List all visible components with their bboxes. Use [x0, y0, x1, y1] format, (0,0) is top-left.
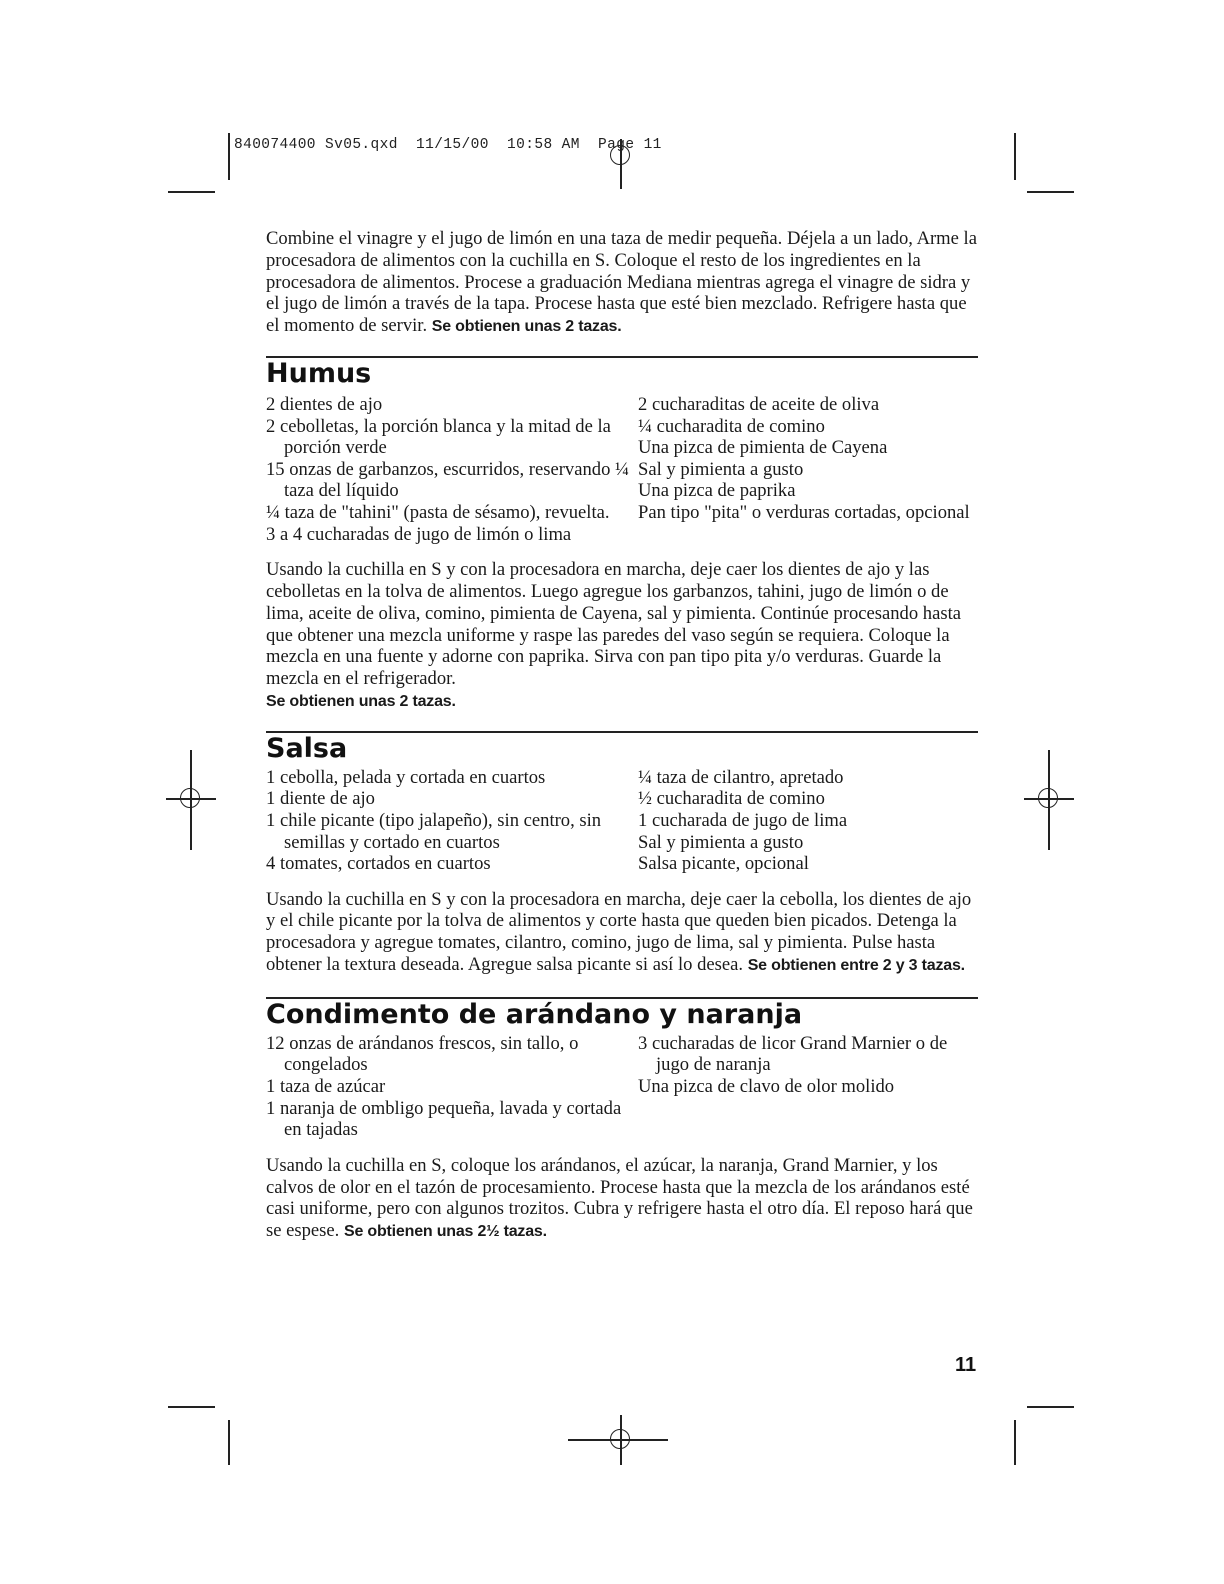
- yield-text: Se obtienen unas 2 tazas.: [431, 318, 622, 336]
- ingredients-list: [266, 767, 978, 875]
- ingredient: 1 cebolla, pelada y cortada en cuartos: [266, 766, 546, 788]
- ingredient: Una pizca de pimienta de Cayena: [638, 437, 888, 459]
- ingredient: Sal y pimienta a gusto: [638, 831, 804, 853]
- recipe-title: Condimento de arándano y naranja: [266, 998, 803, 1030]
- ingredient: ¼ cucharadita de comino: [638, 415, 825, 437]
- ingredient: ¼ taza de "tahini" (pasta de sésamo), revuelta.: [266, 501, 610, 523]
- crop-mark: [1027, 191, 1074, 193]
- ingredient: 2 cucharaditas de aceite de oliva: [638, 393, 880, 415]
- recipe-title: Humus: [266, 357, 372, 389]
- ingredient: Una pizca de clavo de olor molido: [638, 1076, 895, 1098]
- ingredient: 1 chile picante (tipo jalapeño), sin centro, sin semillas y cortado en cuartos: [266, 809, 602, 853]
- ingredient: Pan tipo "pita" o verduras cortadas, opcional: [638, 501, 970, 523]
- ingredient: Salsa picante, opcional: [638, 853, 809, 875]
- crop-mark: [228, 1420, 230, 1465]
- intro-paragraph: Combine el vinagre y el jugo de limón en una taza de medir pequeña. Déjela a un lado, Arme la procesadora de alimentos con la cuchilla en S. Coloque el resto de los ingredientes en la procesadora de alimentos. Procese a graduación Mediana mientras agrega el vinagre de sidra y el jugo de limón a través de la tapa. Procese hasta que esté bien mezclado. Refrigere hasta que el momento de servir. Se obtienen unas 2 tazas.: [266, 228, 977, 337]
- crop-mark: [1027, 1406, 1074, 1408]
- ingredients-list: [266, 394, 978, 545]
- recipe-title: Salsa: [266, 732, 348, 764]
- crop-mark: [168, 1406, 215, 1408]
- ingredients-list: [266, 1033, 978, 1141]
- recipe-method: Usando la cuchilla en S y con la procesadora en marcha, deje caer la cebolla, los dientes de ajo y el chile picante por la tolva de alimentos y corte hasta que queden bien picados. Detenga la procesadora y agregue tomates, cilantro, comino, jugo de lima, sal y pimienta. Pulse hasta obtener la textura deseada. Agregue salsa picante si así lo desea. Se obtienen entre 2 y 3 tazas.: [266, 888, 972, 976]
- recipe-method: Usando la cuchilla en S y con la procesadora en marcha, deje caer los dientes de ajo y las cebolletas en la tolva de alimentos. Luego agregue los garbanzos, tahini, jugo de limón o de lima, aceite de oliva, comino, pimienta de Cayena, sal y pimienta. Continúe procesando hasta que obtener una mezcla uniforme y raspe las paredes del vaso según se requiera. Coloque la mezcla en una fuente y adorne con paprika. Sirva con pan tipo pita y/o verduras. Guarde la mezcla en el refrigerador. Se obtienen unas 2 tazas.: [266, 559, 961, 710]
- ingredient: 12 onzas de arándanos frescos, sin tallo, o congelados: [266, 1032, 579, 1076]
- ingredient: Sal y pimienta a gusto: [638, 458, 804, 480]
- ingredient: 1 diente de ajo: [266, 788, 375, 810]
- yield-text: Se obtienen unas 2 tazas.: [266, 692, 456, 710]
- recipe-page: [266, 228, 978, 1243]
- ingredient: ¼ taza de cilantro, apretado: [638, 766, 844, 788]
- crop-mark: [168, 191, 215, 193]
- ingredient: Una pizca de paprika: [638, 480, 796, 502]
- ingredient: 2 dientes de ajo: [266, 393, 383, 415]
- ingredient: 15 onzas de garbanzos, escurridos, reservando ¼ taza del líquido: [266, 458, 629, 502]
- ingredient: 3 cucharadas de licor Grand Marnier o de jugo de naranja: [638, 1032, 948, 1076]
- ingredient: 1 naranja de ombligo pequeña, lavada y cortada en tajadas: [266, 1097, 622, 1141]
- crop-mark: [1014, 1420, 1016, 1465]
- page-number: 11: [955, 1354, 977, 1376]
- yield-text: Se obtienen unas 2½ tazas.: [343, 1223, 547, 1241]
- ingredient: 3 a 4 cucharadas de jugo de limón o lima: [266, 523, 572, 545]
- ingredient: ½ cucharadita de comino: [638, 788, 825, 810]
- registration-mark-icon: [1032, 782, 1066, 816]
- ingredient: 4 tomates, cortados en cuartos: [266, 853, 491, 875]
- file-slug: 840074400 Sv05.qxd 11/15/00 10:58 AM Page 11: [234, 137, 662, 153]
- ingredient: 2 cebolletas, la porción blanca y la mitad de la porción verde: [266, 415, 611, 459]
- ingredient: 1 taza de azúcar: [266, 1076, 386, 1098]
- yield-text: Se obtienen entre 2 y 3 tazas.: [747, 957, 965, 975]
- registration-mark-icon: [604, 1423, 638, 1457]
- crop-mark: [228, 133, 230, 180]
- recipe-method: Usando la cuchilla en S, coloque los arándanos, el azúcar, la naranja, Grand Marnier, y los calvos de olor en el tazón de procesamiento. Procese hasta que la mezcla de los arándanos esté casi uniforme, pero con algunos trozitos. Cubra y refrigere hasta el otro día. El reposo hará que se espese. Se obtienen unas 2½ tazas.: [266, 1154, 973, 1242]
- ingredient: 1 cucharada de jugo de lima: [638, 809, 848, 831]
- registration-mark-icon: [174, 782, 208, 816]
- crop-mark: [1014, 133, 1016, 180]
